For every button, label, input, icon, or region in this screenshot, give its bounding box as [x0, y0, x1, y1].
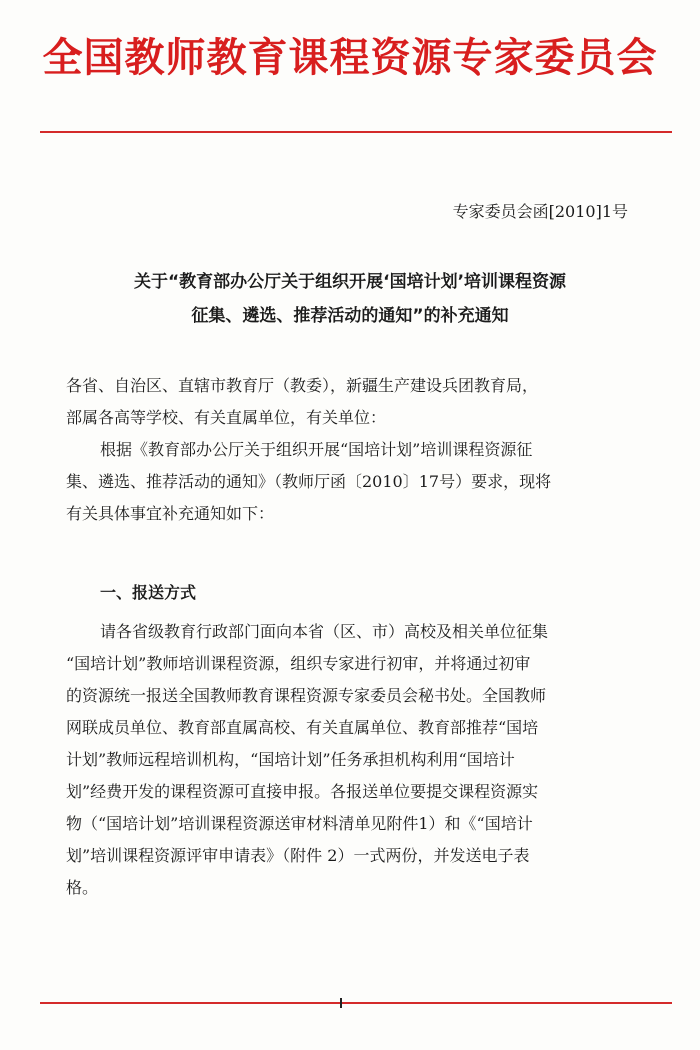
masthead-title: 全国教师教育课程资源专家委员会	[42, 34, 658, 81]
paragraph-line: 网联成员单位、教育部直属高校、有关直属单位、教育部推荐“国培	[66, 718, 539, 737]
paragraph-line: “国培计划”教师培训课程资源，组织专家进行初审，并将通过初审	[66, 654, 531, 673]
page-center-mark	[340, 998, 342, 1008]
section-heading: 一、报送方式	[100, 583, 197, 602]
paragraph-line: 集、遴选、推荐活动的通知》（教师厅函〔2010〕17号）要求，现将	[66, 472, 552, 491]
notice-title	[40, 265, 660, 333]
title-line: 征集、遴选、推荐活动的通知”的补充通知	[191, 306, 509, 326]
addressee	[66, 370, 646, 434]
paragraph-line: 计划”教师远程培训机构，“国培计划”任务承担机构利用“国培计	[66, 750, 515, 769]
paragraph-line: 划”经费开发的课程资源可直接申报。各报送单位要提交课程资源实	[66, 782, 539, 801]
addressee-line: 部属各高等学校、有关直属单位，有关单位：	[66, 408, 387, 427]
paragraph-line: 划”培训课程资源评审申请表》（附件 2）一式两份，并发送电子表	[66, 846, 530, 865]
section-paragraph	[66, 616, 638, 904]
paragraph-line: 格。	[66, 878, 99, 897]
intro-paragraph	[66, 434, 638, 530]
title-line: 关于“教育部办公厅关于组织开展‘国培计划’培训课程资源	[133, 272, 567, 292]
paragraph-line: 请各省级教育行政部门面向本省（区、市）高校及相关单位征集	[100, 622, 549, 641]
red-footer-rule	[40, 1002, 672, 1004]
document-number: 专家委员会函[2010]1号	[452, 202, 628, 221]
paragraph-line: 有关具体事宜补充通知如下：	[66, 504, 275, 523]
paragraph-line: 的资源统一报送全国教师教育课程资源专家委员会秘书处。全国教师	[66, 686, 547, 705]
addressee-line: 各省、自治区、直辖市教育厅（教委），新疆生产建设兵团教育局，	[66, 376, 539, 395]
paragraph-line: 物（“国培计划”培训课程资源送审材料清单见附件1）和《“国培计	[66, 814, 533, 833]
paragraph-line: 根据《教育部办公厅关于组织开展“国培计划”培训课程资源征	[100, 440, 533, 459]
red-header-rule	[40, 131, 672, 133]
